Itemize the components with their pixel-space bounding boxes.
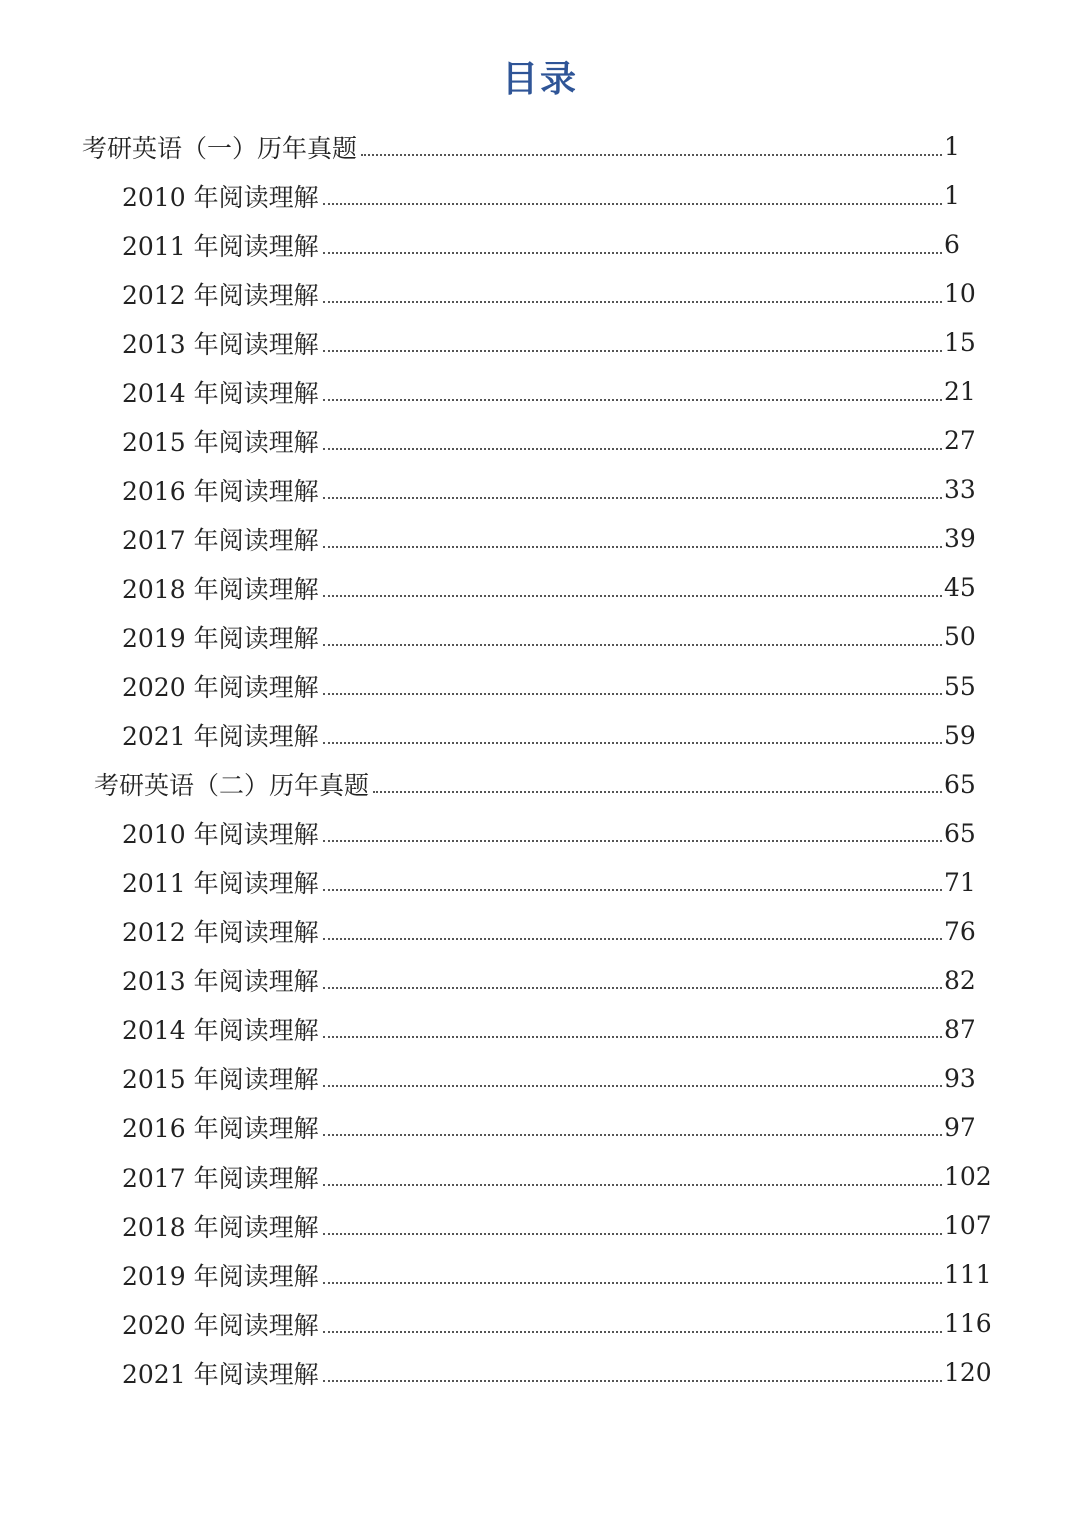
- dot-leader: [361, 154, 942, 156]
- toc-entry[interactable]: [0, 1348, 1000, 1397]
- toc-entry-label: 2014 年阅读理解: [122, 378, 319, 408]
- toc-page-number: 82: [944, 965, 976, 995]
- toc-entry-label: 2021 年阅读理解: [122, 722, 319, 752]
- dot-leader: [323, 350, 942, 352]
- toc-entry[interactable]: [0, 465, 1000, 514]
- toc-entry[interactable]: [0, 514, 1000, 563]
- dot-leader: [323, 546, 942, 548]
- toc-entry-label: 2017 年阅读理解: [122, 1163, 319, 1193]
- toc-entry[interactable]: [0, 956, 1000, 1005]
- toc-entry[interactable]: [0, 1152, 1000, 1201]
- toc-entry[interactable]: [0, 1201, 1000, 1250]
- toc-entry[interactable]: [0, 1250, 1000, 1299]
- dot-leader: [323, 497, 942, 499]
- dot-leader: [323, 203, 942, 205]
- toc-section-label: 考研英语（二）历年真题: [94, 771, 370, 801]
- dot-leader: [323, 1331, 942, 1333]
- toc-entry[interactable]: [0, 907, 1000, 956]
- toc-page-number: 59: [944, 720, 976, 750]
- toc-entry[interactable]: [0, 1299, 1000, 1348]
- toc-entry[interactable]: [0, 416, 1000, 465]
- dot-leader: [323, 1036, 942, 1038]
- dot-leader: [323, 1085, 942, 1087]
- toc-entry-label: 2012 年阅读理解: [122, 918, 319, 948]
- toc-entry-label: 2020 年阅读理解: [122, 673, 319, 703]
- toc-entry-label: 2010 年阅读理解: [122, 182, 319, 212]
- toc-entry-label: 2013 年阅读理解: [122, 329, 319, 359]
- toc-entry[interactable]: [0, 809, 1000, 858]
- toc-entry-label: 2011 年阅读理解: [122, 231, 319, 261]
- toc-entry-label: 2018 年阅读理解: [122, 1212, 319, 1242]
- toc-entry-label: 2015 年阅读理解: [122, 427, 319, 457]
- toc-page-number: 111: [944, 1260, 992, 1290]
- toc-entry[interactable]: [0, 1103, 1000, 1152]
- dot-leader: [323, 448, 942, 450]
- toc-page-number: 33: [944, 475, 976, 505]
- dot-leader: [323, 1134, 942, 1136]
- toc-entry[interactable]: [0, 858, 1000, 907]
- toc-list: [0, 122, 1080, 1397]
- dot-leader: [323, 301, 942, 303]
- toc-page-number: 76: [944, 916, 976, 946]
- toc-page-number: 21: [944, 377, 976, 407]
- toc-page-number: 15: [944, 328, 976, 358]
- toc-entry[interactable]: [0, 220, 1000, 269]
- toc-page-number: 55: [944, 671, 976, 701]
- toc-title: 目录: [501, 59, 578, 100]
- dot-leader: [323, 693, 942, 695]
- toc-page-number: 97: [944, 1112, 976, 1142]
- toc-entry-label: 2020 年阅读理解: [122, 1310, 319, 1340]
- toc-entry-label: 2014 年阅读理解: [122, 1016, 319, 1046]
- toc-page-number: 93: [944, 1063, 976, 1093]
- toc-page-number: 27: [944, 426, 976, 456]
- toc-entry-label: 2016 年阅读理解: [122, 1114, 319, 1144]
- toc-page-number: 65: [944, 769, 976, 799]
- toc-entry-label: 2017 年阅读理解: [122, 525, 319, 555]
- toc-page-number: 1: [944, 132, 960, 162]
- toc-entry[interactable]: [0, 1005, 1000, 1054]
- dot-leader: [323, 742, 942, 744]
- toc-entry-label: 2018 年阅读理解: [122, 574, 319, 604]
- dot-leader: [323, 595, 942, 597]
- toc-page-number: 45: [944, 573, 976, 603]
- toc-entry[interactable]: [0, 269, 1000, 318]
- toc-section-label: 考研英语（一）历年真题: [82, 133, 358, 163]
- dot-leader: [323, 644, 942, 646]
- toc-entry-label: 2012 年阅读理解: [122, 280, 319, 310]
- toc-page-number: 87: [944, 1014, 976, 1044]
- toc-page-number: 102: [944, 1162, 992, 1191]
- toc-page-number: 120: [944, 1358, 992, 1388]
- toc-page-number: 71: [944, 867, 976, 897]
- dot-leader: [323, 938, 942, 940]
- toc-entry[interactable]: [0, 662, 1000, 711]
- toc-page-number: 39: [944, 524, 976, 554]
- toc-entry-label: 2011 年阅读理解: [122, 869, 319, 899]
- toc-entry[interactable]: [0, 1054, 1000, 1103]
- dot-leader: [323, 1184, 942, 1186]
- toc-entry-label: 2015 年阅读理解: [122, 1065, 319, 1095]
- toc-entry[interactable]: [0, 711, 1000, 760]
- toc-entry-label: 2016 年阅读理解: [122, 476, 319, 506]
- dot-leader: [323, 987, 942, 989]
- toc-entry-label: 2021 年阅读理解: [122, 1359, 319, 1389]
- toc-page-number: 50: [944, 622, 976, 652]
- dot-leader: [323, 1282, 942, 1284]
- toc-entry-label: 2019 年阅读理解: [122, 1261, 319, 1291]
- toc-section-heading[interactable]: [0, 760, 1000, 809]
- dot-leader: [373, 791, 942, 793]
- toc-entry[interactable]: [0, 171, 1000, 220]
- toc-page-number: 116: [944, 1309, 992, 1339]
- toc-page-number: 65: [944, 818, 976, 848]
- toc-entry-label: 2019 年阅读理解: [122, 623, 319, 653]
- dot-leader: [323, 840, 942, 842]
- toc-entry-label: 2010 年阅读理解: [122, 820, 319, 850]
- toc-entry[interactable]: [0, 367, 1000, 416]
- toc-section-heading[interactable]: [0, 122, 1000, 171]
- toc-entry[interactable]: [0, 612, 1000, 661]
- toc-entry-label: 2013 年阅读理解: [122, 967, 319, 997]
- toc-page-number: 6: [944, 230, 960, 260]
- dot-leader: [323, 1233, 942, 1235]
- dot-leader: [323, 1380, 942, 1382]
- dot-leader: [323, 399, 942, 401]
- toc-entry[interactable]: [0, 563, 1000, 612]
- toc-entry[interactable]: [0, 318, 1000, 367]
- toc-page-number: 107: [944, 1211, 992, 1241]
- toc-page-number: 1: [944, 181, 960, 211]
- dot-leader: [323, 889, 942, 891]
- toc-page-number: 10: [944, 279, 976, 309]
- dot-leader: [323, 252, 942, 254]
